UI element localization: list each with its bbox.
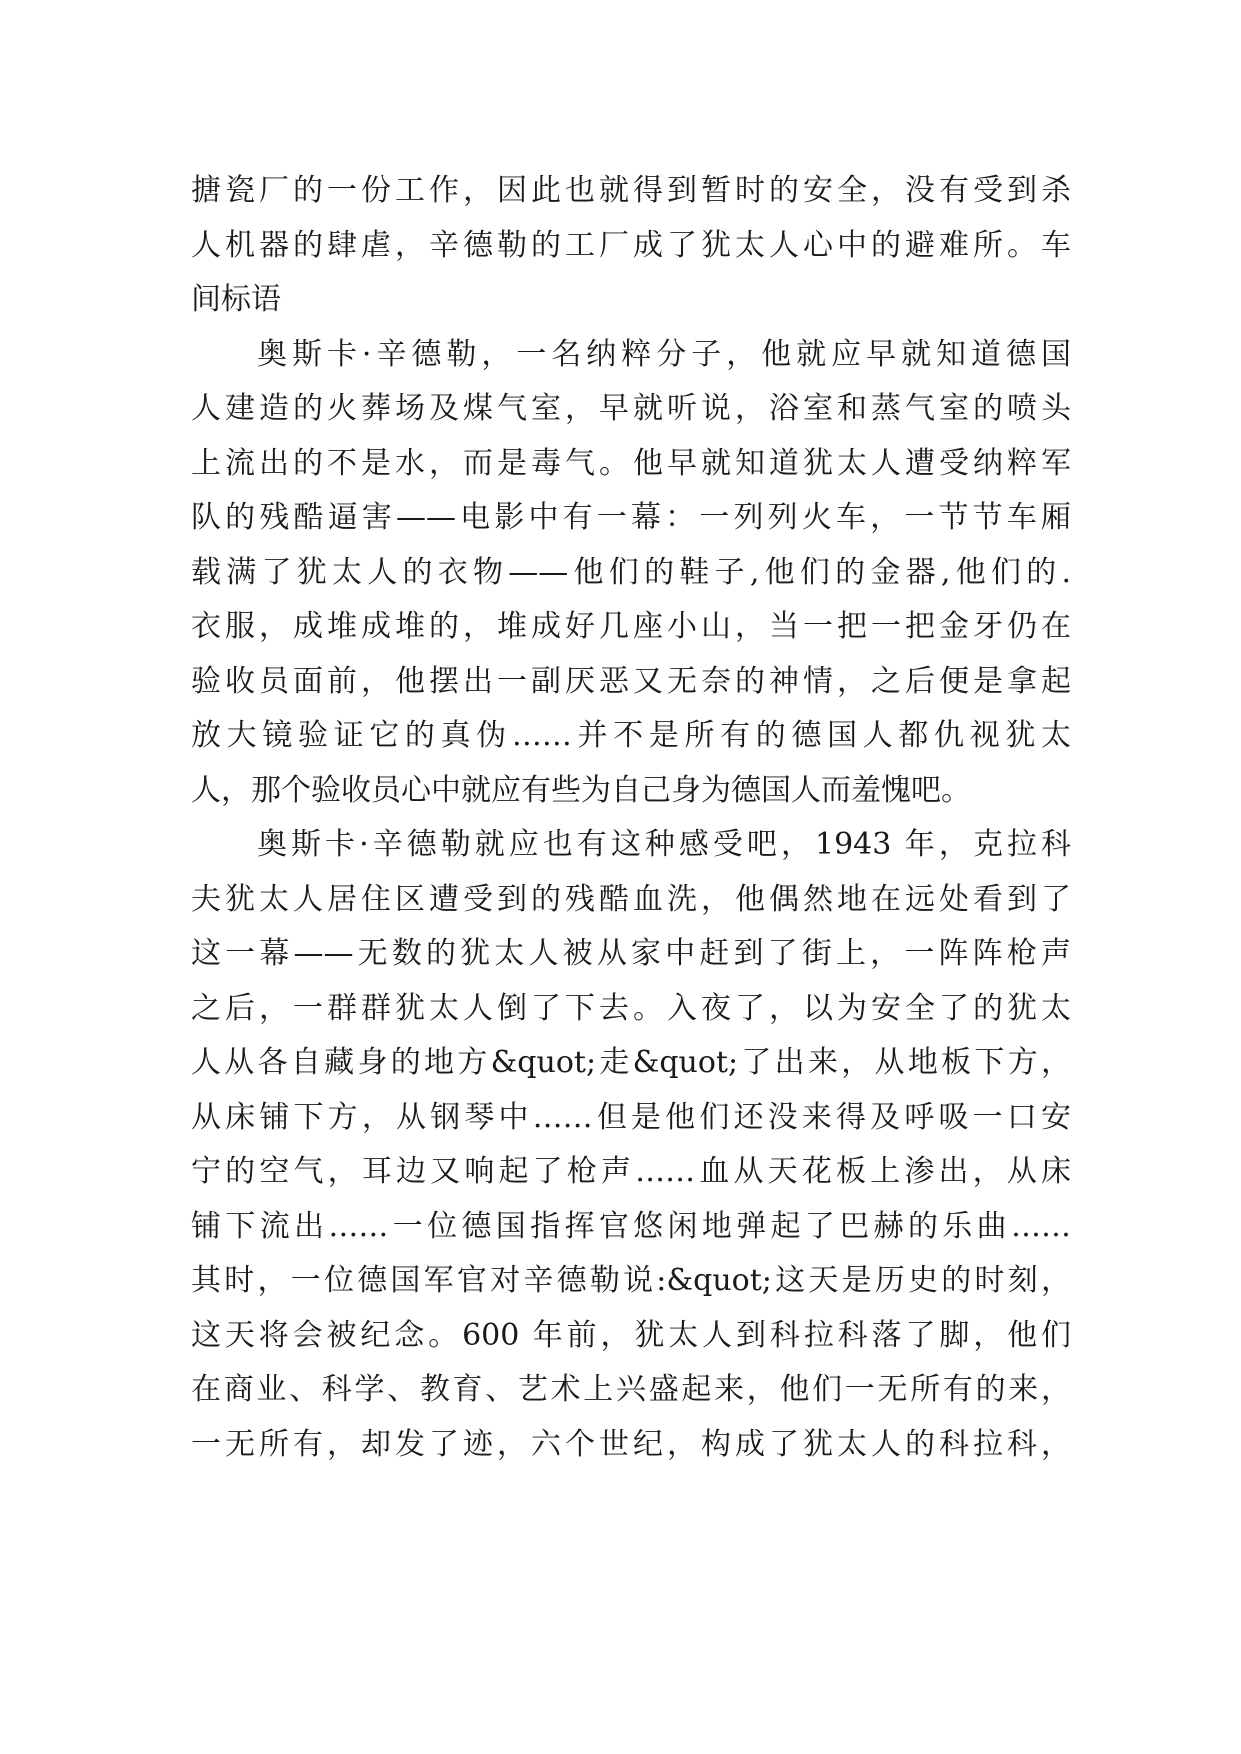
text-line: 在商业、科学、教育、艺术上兴盛起来，他们一无所有的来， [191, 1372, 1071, 1407]
text-line: 这一幕——无数的犹太人被从家中赶到了街上，一阵阵枪声 [191, 936, 1071, 971]
text-line: 其时，一位德国军官对辛德勒说:&quot;这天是历史的时刻， [191, 1263, 1071, 1298]
text-line: 搪瓷厂的一份工作，因此也就得到暂时的安全，没有受到杀 [191, 173, 1071, 208]
text-line: 间标语 [191, 282, 281, 317]
text-line: 上流出的不是水，而是毒气。他早就知道犹太人遭受纳粹军 [191, 445, 1071, 481]
text-line: 人建造的火葬场及煤气室，早就听说，浴室和蒸气室的喷头 [191, 391, 1071, 426]
body-text [191, 164, 1071, 1472]
text-line: 验收员面前，他摆出一副厌恶又无奈的神情，之后便是拿起 [191, 663, 1071, 699]
paragraph [191, 818, 1071, 1472]
text-line: 衣服，成堆成堆的，堆成好几座小山，当一把一把金牙仍在 [191, 609, 1071, 644]
text-line: 铺下流出……一位德国指挥官悠闲地弹起了巴赫的乐曲…… [191, 1208, 1071, 1244]
paragraph [191, 164, 1071, 328]
text-line: 宁的空气，耳边又响起了枪声……血从天花板上渗出，从床 [191, 1154, 1071, 1189]
text-line: 人，那个验收员心中就应有些为自己身为德国人而羞愧吧。 [191, 772, 971, 808]
text-line: 载满了犹太人的衣物——他们的鞋子,他们的金器,他们的. [191, 554, 1071, 590]
text-line: 人机器的肆虐，辛德勒的工厂成了犹太人心中的避难所。车 [191, 227, 1071, 263]
text-line: 队的残酷逼害——电影中有一幕：一列列火车，一节节车厢 [191, 500, 1071, 535]
text-line: 夫犹太人居住区遭受到的残酷血洗，他偶然地在远处看到了 [191, 881, 1071, 917]
text-line: 放大镜验证它的真伪……并不是所有的德国人都仇视犹太 [191, 718, 1071, 753]
text-line: 奥斯卡·辛德勒就应也有这种感受吧，1943 年，克拉科 [257, 827, 1071, 862]
text-line: 奥斯卡·辛德勒，一名纳粹分子，他就应早就知道德国 [257, 336, 1071, 372]
text-line: 一无所有，却发了迹，六个世纪，构成了犹太人的科拉科， [191, 1426, 1071, 1462]
paragraph [191, 328, 1071, 819]
text-line: 这天将会被纪念。600 年前，犹太人到科拉科落了脚，他们 [191, 1317, 1071, 1353]
text-line: 人从各自藏身的地方&quot;走&quot;了出来，从地板下方， [191, 1045, 1071, 1080]
text-line: 从床铺下方，从钢琴中……但是他们还没来得及呼吸一口安 [191, 1099, 1071, 1135]
text-line: 之后，一群群犹太人倒了下去。入夜了，以为安全了的犹太 [191, 990, 1071, 1026]
